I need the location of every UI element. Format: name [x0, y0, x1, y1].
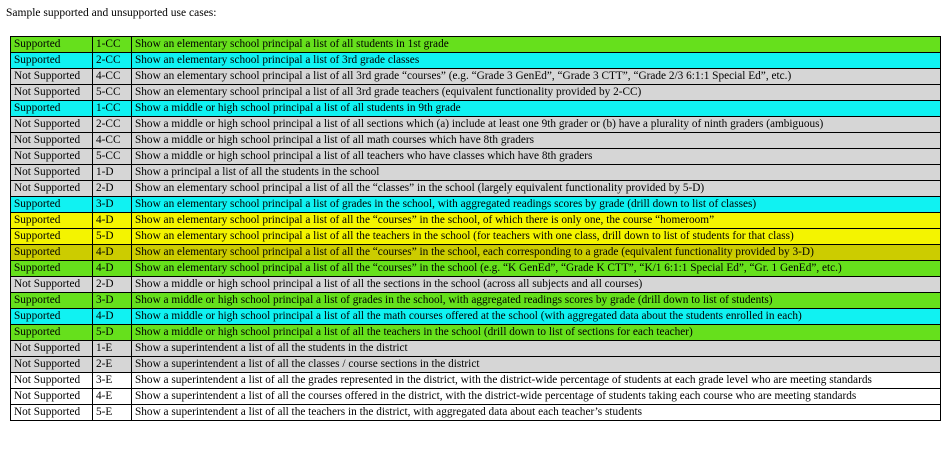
description-cell: Show a middle or high school principal a list of all students in 9th grade: [132, 101, 941, 117]
id-cell: 5-D: [93, 229, 132, 245]
table-row: [11, 133, 941, 149]
table-row: [11, 197, 941, 213]
status-cell: Not Supported: [11, 389, 93, 405]
table-row: [11, 37, 941, 53]
table-row: [11, 229, 941, 245]
description-cell: Show a superintendent a list of all the courses offered in the district, with the district-wide percentage of students taking each course who are meeting standards: [132, 389, 941, 405]
table-row: [11, 261, 941, 277]
table-row: [11, 181, 941, 197]
status-cell: Supported: [11, 37, 93, 53]
description-cell: Show an elementary school principal a list of all the teachers in the school (for teachers with one class, drill down to list of students for that class): [132, 229, 941, 245]
table-row: [11, 69, 941, 85]
table-row: [11, 101, 941, 117]
id-cell: 5-CC: [93, 85, 132, 101]
status-cell: Not Supported: [11, 165, 93, 181]
status-cell: Not Supported: [11, 69, 93, 85]
description-cell: Show a superintendent a list of all the students in the district: [132, 341, 941, 357]
table-row: [11, 165, 941, 181]
description-cell: Show a middle or high school principal a list of grades in the school, with aggregated readings scores by grade (drill down to list of students): [132, 293, 941, 309]
status-cell: Supported: [11, 325, 93, 341]
id-cell: 1-CC: [93, 101, 132, 117]
status-cell: Supported: [11, 245, 93, 261]
id-cell: 4-D: [93, 309, 132, 325]
id-cell: 5-CC: [93, 149, 132, 165]
status-cell: Supported: [11, 213, 93, 229]
table-row: [11, 325, 941, 341]
status-cell: Supported: [11, 229, 93, 245]
description-cell: Show an elementary school principal a list of all the “classes” in the school (largely equivalent functionality provided by 5-D): [132, 181, 941, 197]
table-row: [11, 405, 941, 421]
table-row: [11, 357, 941, 373]
description-cell: Show an elementary school principal a list of all 3rd grade “courses” (e.g. “Grade 3 GenEd”, “Grade 3 CTT”, “Grade 2/3 6:1:1 Special Ed”, etc.): [132, 69, 941, 85]
table-row: [11, 277, 941, 293]
table-row: [11, 309, 941, 325]
description-cell: Show a middle or high school principal a list of all math courses which have 8th graders: [132, 133, 941, 149]
description-cell: Show a middle or high school principal a list of all sections which (a) include at least one 9th grader or (b) have a plurality of ninth graders (ambiguous): [132, 117, 941, 133]
id-cell: 2-E: [93, 357, 132, 373]
status-cell: Not Supported: [11, 117, 93, 133]
use-case-table: [10, 36, 941, 421]
page-title: Sample supported and unsupported use cases:: [6, 7, 217, 19]
status-cell: Not Supported: [11, 277, 93, 293]
description-cell: Show a middle or high school principal a list of all the math courses offered at the school (with aggregated data about the students enrolled in each): [132, 309, 941, 325]
id-cell: 4-E: [93, 389, 132, 405]
id-cell: 4-CC: [93, 133, 132, 149]
id-cell: 2-CC: [93, 53, 132, 69]
description-cell: Show a superintendent a list of all the classes / course sections in the district: [132, 357, 941, 373]
description-cell: Show an elementary school principal a list of grades in the school, with aggregated readings scores by grade (drill down to list of classes): [132, 197, 941, 213]
id-cell: 1-CC: [93, 37, 132, 53]
table-row: [11, 373, 941, 389]
status-cell: Not Supported: [11, 405, 93, 421]
status-cell: Not Supported: [11, 181, 93, 197]
id-cell: 2-D: [93, 277, 132, 293]
id-cell: 5-E: [93, 405, 132, 421]
use-case-table-body: [11, 37, 941, 421]
description-cell: Show a superintendent a list of all the teachers in the district, with aggregated data about each teacher’s students: [132, 405, 941, 421]
table-row: [11, 149, 941, 165]
description-cell: Show a middle or high school principal a list of all the sections in the school (across all subjects and all courses): [132, 277, 941, 293]
description-cell: Show an elementary school principal a list of 3rd grade classes: [132, 53, 941, 69]
id-cell: 5-D: [93, 325, 132, 341]
table-row: [11, 213, 941, 229]
status-cell: Not Supported: [11, 373, 93, 389]
id-cell: 4-CC: [93, 69, 132, 85]
status-cell: Supported: [11, 101, 93, 117]
description-cell: Show an elementary school principal a list of all the “courses” in the school, each corresponding to a grade (equivalent functionality provided by 3-D): [132, 245, 941, 261]
description-cell: Show a principal a list of all the students in the school: [132, 165, 941, 181]
status-cell: Supported: [11, 293, 93, 309]
status-cell: Not Supported: [11, 133, 93, 149]
id-cell: 3-D: [93, 293, 132, 309]
table-row: [11, 53, 941, 69]
description-cell: Show a middle or high school principal a list of all the teachers in the school (drill down to list of sections for each teacher): [132, 325, 941, 341]
id-cell: 4-D: [93, 245, 132, 261]
description-cell: Show an elementary school principal a list of all students in 1st grade: [132, 37, 941, 53]
id-cell: 4-D: [93, 213, 132, 229]
table-row: [11, 341, 941, 357]
status-cell: Not Supported: [11, 149, 93, 165]
table-row: [11, 245, 941, 261]
status-cell: Supported: [11, 53, 93, 69]
status-cell: Supported: [11, 261, 93, 277]
table-row: [11, 293, 941, 309]
table-row: [11, 389, 941, 405]
status-cell: Not Supported: [11, 341, 93, 357]
status-cell: Not Supported: [11, 357, 93, 373]
id-cell: 1-E: [93, 341, 132, 357]
id-cell: 3-D: [93, 197, 132, 213]
id-cell: 2-CC: [93, 117, 132, 133]
id-cell: 1-D: [93, 165, 132, 181]
description-cell: Show an elementary school principal a list of all 3rd grade teachers (equivalent functionality provided by 2-CC): [132, 85, 941, 101]
table-row: [11, 117, 941, 133]
status-cell: Not Supported: [11, 85, 93, 101]
status-cell: Supported: [11, 197, 93, 213]
description-cell: Show an elementary school principal a list of all the “courses” in the school (e.g. “K GenEd”, “Grade K CTT”, “K/1 6:1:1 Special Ed”, “Gr. 1 GenEd”, etc.): [132, 261, 941, 277]
description-cell: Show an elementary school principal a list of all the “courses” in the school, of which there is only one, the course “homeroom”: [132, 213, 941, 229]
status-cell: Supported: [11, 309, 93, 325]
description-cell: Show a middle or high school principal a list of all teachers who have classes which have 8th graders: [132, 149, 941, 165]
description-cell: Show a superintendent a list of all the grades represented in the district, with the district-wide percentage of students at each grade level who are meeting standards: [132, 373, 941, 389]
id-cell: 4-D: [93, 261, 132, 277]
id-cell: 3-E: [93, 373, 132, 389]
table-row: [11, 85, 941, 101]
id-cell: 2-D: [93, 181, 132, 197]
